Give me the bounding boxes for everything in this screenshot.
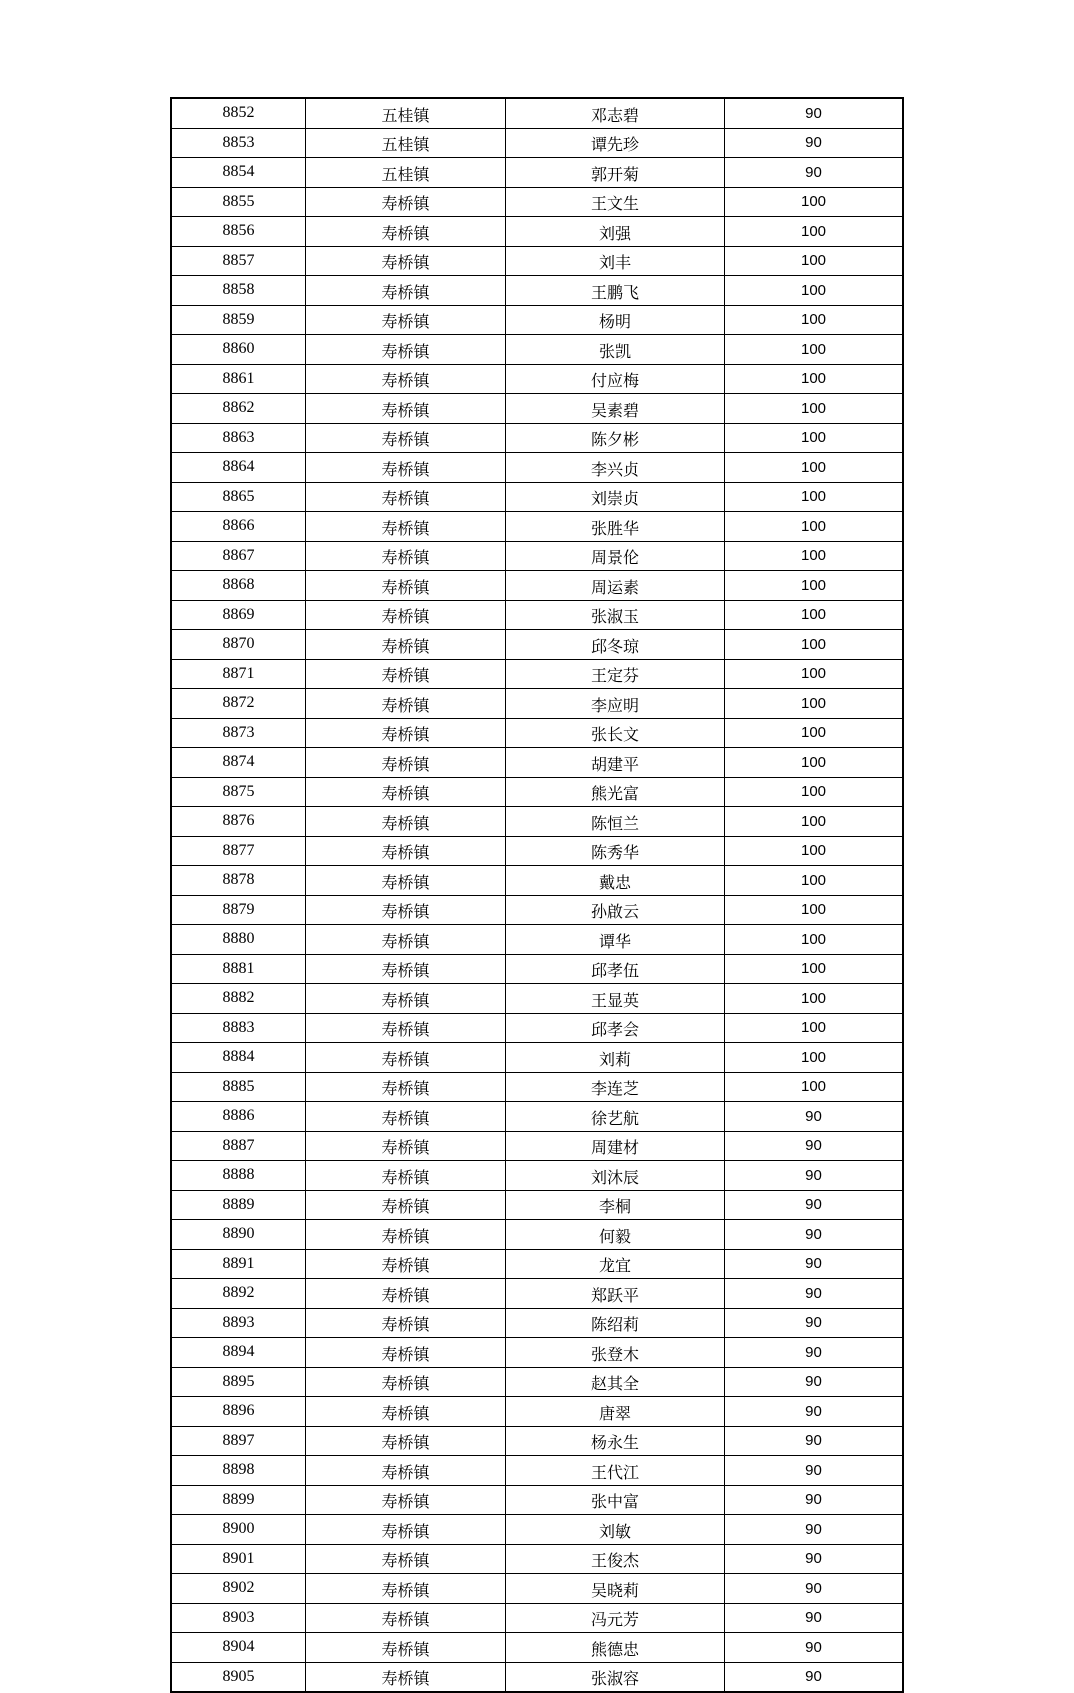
cell-amount: 100 — [725, 246, 904, 276]
cell-serial-number: 8886 — [171, 1102, 306, 1132]
cell-town: 寿桥镇 — [306, 925, 506, 955]
cell-serial-number: 8854 — [171, 158, 306, 188]
cell-town: 寿桥镇 — [306, 335, 506, 365]
cell-amount: 90 — [725, 1367, 904, 1397]
cell-person-name: 刘沐辰 — [506, 1161, 725, 1191]
table-row — [171, 158, 903, 188]
table-row — [171, 954, 903, 984]
cell-amount: 100 — [725, 1072, 904, 1102]
cell-amount: 90 — [725, 1515, 904, 1545]
cell-serial-number: 8856 — [171, 217, 306, 247]
cell-serial-number: 8876 — [171, 807, 306, 837]
cell-serial-number: 8903 — [171, 1603, 306, 1633]
table-row — [171, 600, 903, 630]
cell-serial-number: 8873 — [171, 718, 306, 748]
table-row — [171, 1367, 903, 1397]
cell-person-name: 吴晓莉 — [506, 1574, 725, 1604]
cell-person-name: 陈绍莉 — [506, 1308, 725, 1338]
cell-serial-number: 8881 — [171, 954, 306, 984]
cell-amount: 100 — [725, 895, 904, 925]
cell-person-name: 邱孝会 — [506, 1013, 725, 1043]
cell-person-name: 王代江 — [506, 1456, 725, 1486]
cell-amount: 100 — [725, 630, 904, 660]
cell-amount: 90 — [725, 1161, 904, 1191]
cell-amount: 100 — [725, 482, 904, 512]
cell-person-name: 冯元芳 — [506, 1603, 725, 1633]
cell-town: 寿桥镇 — [306, 836, 506, 866]
table-row — [171, 1249, 903, 1279]
cell-amount: 90 — [725, 1279, 904, 1309]
cell-serial-number: 8875 — [171, 777, 306, 807]
table-row — [171, 1456, 903, 1486]
cell-person-name: 郭开菊 — [506, 158, 725, 188]
cell-person-name: 谭华 — [506, 925, 725, 955]
cell-town: 五桂镇 — [306, 128, 506, 158]
cell-amount: 100 — [725, 748, 904, 778]
cell-town: 寿桥镇 — [306, 1279, 506, 1309]
cell-town: 寿桥镇 — [306, 1013, 506, 1043]
cell-person-name: 陈秀华 — [506, 836, 725, 866]
cell-person-name: 何毅 — [506, 1220, 725, 1250]
cell-person-name: 熊光富 — [506, 777, 725, 807]
cell-amount: 90 — [725, 1426, 904, 1456]
cell-amount: 100 — [725, 659, 904, 689]
table-row — [171, 1338, 903, 1368]
cell-person-name: 邱孝伍 — [506, 954, 725, 984]
cell-person-name: 谭先珍 — [506, 128, 725, 158]
cell-amount: 90 — [725, 1633, 904, 1663]
cell-town: 寿桥镇 — [306, 1220, 506, 1250]
table-row — [171, 1072, 903, 1102]
cell-town: 寿桥镇 — [306, 276, 506, 306]
cell-town: 寿桥镇 — [306, 482, 506, 512]
cell-town: 寿桥镇 — [306, 1102, 506, 1132]
table-row — [171, 1397, 903, 1427]
cell-person-name: 熊德忠 — [506, 1633, 725, 1663]
cell-serial-number: 8897 — [171, 1426, 306, 1456]
cell-person-name: 吴素碧 — [506, 394, 725, 424]
cell-amount: 100 — [725, 305, 904, 335]
cell-amount: 90 — [725, 1131, 904, 1161]
cell-town: 寿桥镇 — [306, 1308, 506, 1338]
cell-town: 寿桥镇 — [306, 1603, 506, 1633]
table-row — [171, 276, 903, 306]
cell-person-name: 郑跃平 — [506, 1279, 725, 1309]
cell-person-name: 李桐 — [506, 1190, 725, 1220]
cell-person-name: 王鹏飞 — [506, 276, 725, 306]
cell-town: 寿桥镇 — [306, 1456, 506, 1486]
cell-amount: 100 — [725, 276, 904, 306]
cell-town: 寿桥镇 — [306, 1072, 506, 1102]
cell-serial-number: 8871 — [171, 659, 306, 689]
cell-amount: 100 — [725, 689, 904, 719]
cell-person-name: 张登木 — [506, 1338, 725, 1368]
cell-person-name: 胡建平 — [506, 748, 725, 778]
table-row — [171, 335, 903, 365]
cell-serial-number: 8869 — [171, 600, 306, 630]
table-row — [171, 1485, 903, 1515]
table-row — [171, 1190, 903, 1220]
cell-amount: 100 — [725, 335, 904, 365]
cell-amount: 100 — [725, 600, 904, 630]
cell-amount: 100 — [725, 718, 904, 748]
data-table — [170, 97, 904, 1693]
cell-amount: 90 — [725, 1190, 904, 1220]
cell-person-name: 陈夕彬 — [506, 423, 725, 453]
cell-town: 寿桥镇 — [306, 777, 506, 807]
cell-person-name: 刘崇贞 — [506, 482, 725, 512]
cell-amount: 90 — [725, 1485, 904, 1515]
cell-town: 寿桥镇 — [306, 1662, 506, 1692]
cell-town: 寿桥镇 — [306, 1190, 506, 1220]
cell-town: 寿桥镇 — [306, 512, 506, 542]
table-row — [171, 512, 903, 542]
cell-serial-number: 8891 — [171, 1249, 306, 1279]
cell-amount: 100 — [725, 984, 904, 1014]
table-row — [171, 1515, 903, 1545]
table-row — [171, 1308, 903, 1338]
table-row — [171, 1279, 903, 1309]
table-row — [171, 659, 903, 689]
cell-serial-number: 8862 — [171, 394, 306, 424]
cell-town: 寿桥镇 — [306, 571, 506, 601]
cell-person-name: 李兴贞 — [506, 453, 725, 483]
cell-amount: 90 — [725, 1102, 904, 1132]
cell-person-name: 龙宜 — [506, 1249, 725, 1279]
table-row — [171, 1662, 903, 1692]
cell-town: 寿桥镇 — [306, 748, 506, 778]
table-row — [171, 364, 903, 394]
cell-person-name: 戴忠 — [506, 866, 725, 896]
table-row — [171, 748, 903, 778]
cell-amount: 90 — [725, 1456, 904, 1486]
table-row — [171, 305, 903, 335]
cell-town: 寿桥镇 — [306, 895, 506, 925]
table-row — [171, 630, 903, 660]
cell-person-name: 李连芝 — [506, 1072, 725, 1102]
table-row — [171, 1013, 903, 1043]
cell-serial-number: 8863 — [171, 423, 306, 453]
table-row — [171, 984, 903, 1014]
cell-person-name: 刘强 — [506, 217, 725, 247]
cell-person-name: 李应明 — [506, 689, 725, 719]
cell-person-name: 邓志碧 — [506, 98, 725, 128]
table-row — [171, 895, 903, 925]
cell-person-name: 张中富 — [506, 1485, 725, 1515]
cell-serial-number: 8901 — [171, 1544, 306, 1574]
cell-town: 寿桥镇 — [306, 1338, 506, 1368]
cell-person-name: 徐艺航 — [506, 1102, 725, 1132]
cell-person-name: 周景伦 — [506, 541, 725, 571]
cell-amount: 100 — [725, 807, 904, 837]
cell-serial-number: 8880 — [171, 925, 306, 955]
cell-town: 寿桥镇 — [306, 1544, 506, 1574]
cell-amount: 100 — [725, 836, 904, 866]
table-row — [171, 718, 903, 748]
cell-town: 寿桥镇 — [306, 246, 506, 276]
cell-amount: 90 — [725, 158, 904, 188]
cell-amount: 100 — [725, 925, 904, 955]
cell-amount: 100 — [725, 512, 904, 542]
cell-town: 寿桥镇 — [306, 1574, 506, 1604]
table-row — [171, 866, 903, 896]
cell-amount: 90 — [725, 1574, 904, 1604]
table-row — [171, 246, 903, 276]
table-row — [171, 1220, 903, 1250]
cell-person-name: 刘敏 — [506, 1515, 725, 1545]
cell-serial-number: 8878 — [171, 866, 306, 896]
cell-serial-number: 8855 — [171, 187, 306, 217]
cell-serial-number: 8868 — [171, 571, 306, 601]
cell-serial-number: 8852 — [171, 98, 306, 128]
cell-amount: 90 — [725, 1249, 904, 1279]
cell-serial-number: 8861 — [171, 364, 306, 394]
cell-person-name: 张淑容 — [506, 1662, 725, 1692]
cell-town: 寿桥镇 — [306, 1249, 506, 1279]
cell-serial-number: 8905 — [171, 1662, 306, 1692]
table-row — [171, 836, 903, 866]
cell-serial-number: 8867 — [171, 541, 306, 571]
cell-amount: 100 — [725, 217, 904, 247]
cell-town: 寿桥镇 — [306, 954, 506, 984]
cell-amount: 90 — [725, 1544, 904, 1574]
cell-town: 寿桥镇 — [306, 1633, 506, 1663]
cell-town: 寿桥镇 — [306, 453, 506, 483]
table-row — [171, 1131, 903, 1161]
cell-serial-number: 8883 — [171, 1013, 306, 1043]
cell-serial-number: 8898 — [171, 1456, 306, 1486]
cell-town: 寿桥镇 — [306, 1397, 506, 1427]
cell-town: 寿桥镇 — [306, 187, 506, 217]
cell-person-name: 杨永生 — [506, 1426, 725, 1456]
cell-town: 寿桥镇 — [306, 600, 506, 630]
cell-serial-number: 8895 — [171, 1367, 306, 1397]
cell-serial-number: 8894 — [171, 1338, 306, 1368]
table-row — [171, 1633, 903, 1663]
cell-town: 寿桥镇 — [306, 807, 506, 837]
table-row — [171, 689, 903, 719]
table-row — [171, 571, 903, 601]
cell-person-name: 赵其全 — [506, 1367, 725, 1397]
cell-amount: 90 — [725, 98, 904, 128]
cell-serial-number: 8872 — [171, 689, 306, 719]
cell-amount: 100 — [725, 423, 904, 453]
table-row — [171, 777, 903, 807]
cell-serial-number: 8890 — [171, 1220, 306, 1250]
cell-serial-number: 8896 — [171, 1397, 306, 1427]
cell-town: 寿桥镇 — [306, 1426, 506, 1456]
table-row — [171, 925, 903, 955]
table-row — [171, 807, 903, 837]
cell-town: 寿桥镇 — [306, 217, 506, 247]
cell-town: 寿桥镇 — [306, 659, 506, 689]
cell-person-name: 张长文 — [506, 718, 725, 748]
cell-serial-number: 8892 — [171, 1279, 306, 1309]
cell-person-name: 周建材 — [506, 1131, 725, 1161]
cell-town: 寿桥镇 — [306, 1043, 506, 1073]
table-row — [171, 1043, 903, 1073]
table-row — [171, 541, 903, 571]
cell-serial-number: 8857 — [171, 246, 306, 276]
cell-person-name: 付应梅 — [506, 364, 725, 394]
cell-town: 寿桥镇 — [306, 689, 506, 719]
cell-town: 寿桥镇 — [306, 1485, 506, 1515]
cell-serial-number: 8893 — [171, 1308, 306, 1338]
cell-person-name: 陈恒兰 — [506, 807, 725, 837]
cell-serial-number: 8904 — [171, 1633, 306, 1663]
table-row — [171, 394, 903, 424]
table-row — [171, 1161, 903, 1191]
table-body — [171, 98, 903, 1692]
cell-amount: 100 — [725, 453, 904, 483]
cell-person-name: 刘丰 — [506, 246, 725, 276]
cell-serial-number: 8885 — [171, 1072, 306, 1102]
cell-town: 寿桥镇 — [306, 364, 506, 394]
cell-serial-number: 8879 — [171, 895, 306, 925]
cell-person-name: 王显英 — [506, 984, 725, 1014]
cell-serial-number: 8899 — [171, 1485, 306, 1515]
cell-amount: 90 — [725, 128, 904, 158]
cell-serial-number: 8853 — [171, 128, 306, 158]
table-row — [171, 217, 903, 247]
cell-amount: 100 — [725, 866, 904, 896]
cell-serial-number: 8887 — [171, 1131, 306, 1161]
cell-serial-number: 8882 — [171, 984, 306, 1014]
cell-town: 寿桥镇 — [306, 1131, 506, 1161]
cell-person-name: 唐翠 — [506, 1397, 725, 1427]
cell-town: 五桂镇 — [306, 98, 506, 128]
cell-amount: 90 — [725, 1397, 904, 1427]
cell-person-name: 周运素 — [506, 571, 725, 601]
cell-serial-number: 8864 — [171, 453, 306, 483]
cell-serial-number: 8858 — [171, 276, 306, 306]
cell-serial-number: 8866 — [171, 512, 306, 542]
cell-amount: 90 — [725, 1662, 904, 1692]
table-row — [171, 187, 903, 217]
cell-person-name: 王定芬 — [506, 659, 725, 689]
cell-town: 寿桥镇 — [306, 718, 506, 748]
cell-serial-number: 8859 — [171, 305, 306, 335]
cell-person-name: 张淑玉 — [506, 600, 725, 630]
cell-serial-number: 8865 — [171, 482, 306, 512]
cell-person-name: 刘莉 — [506, 1043, 725, 1073]
table-row — [171, 453, 903, 483]
cell-serial-number: 8902 — [171, 1574, 306, 1604]
cell-person-name: 邱冬琼 — [506, 630, 725, 660]
cell-serial-number: 8900 — [171, 1515, 306, 1545]
cell-town: 寿桥镇 — [306, 1161, 506, 1191]
cell-serial-number: 8877 — [171, 836, 306, 866]
cell-amount: 90 — [725, 1220, 904, 1250]
table-row — [171, 1574, 903, 1604]
table-row — [171, 1426, 903, 1456]
cell-serial-number: 8889 — [171, 1190, 306, 1220]
cell-amount: 90 — [725, 1338, 904, 1368]
cell-person-name: 张凯 — [506, 335, 725, 365]
cell-amount: 100 — [725, 571, 904, 601]
cell-amount: 90 — [725, 1308, 904, 1338]
table-row — [171, 1544, 903, 1574]
table-row — [171, 1102, 903, 1132]
cell-person-name: 孙啟云 — [506, 895, 725, 925]
table-row — [171, 482, 903, 512]
cell-town: 寿桥镇 — [306, 305, 506, 335]
cell-town: 寿桥镇 — [306, 541, 506, 571]
cell-amount: 100 — [725, 187, 904, 217]
cell-serial-number: 8874 — [171, 748, 306, 778]
cell-town: 寿桥镇 — [306, 1515, 506, 1545]
cell-person-name: 王俊杰 — [506, 1544, 725, 1574]
cell-person-name: 王文生 — [506, 187, 725, 217]
cell-town: 寿桥镇 — [306, 394, 506, 424]
cell-town: 寿桥镇 — [306, 423, 506, 453]
cell-town: 寿桥镇 — [306, 630, 506, 660]
table-row — [171, 1603, 903, 1633]
cell-amount: 100 — [725, 954, 904, 984]
table-row — [171, 128, 903, 158]
cell-person-name: 张胜华 — [506, 512, 725, 542]
cell-serial-number: 8884 — [171, 1043, 306, 1073]
cell-amount: 100 — [725, 394, 904, 424]
cell-amount: 100 — [725, 777, 904, 807]
cell-amount: 100 — [725, 541, 904, 571]
cell-amount: 90 — [725, 1603, 904, 1633]
table-row — [171, 423, 903, 453]
cell-amount: 100 — [725, 364, 904, 394]
table-row — [171, 98, 903, 128]
cell-serial-number: 8888 — [171, 1161, 306, 1191]
cell-amount: 100 — [725, 1013, 904, 1043]
cell-amount: 100 — [725, 1043, 904, 1073]
cell-town: 寿桥镇 — [306, 866, 506, 896]
cell-town: 寿桥镇 — [306, 984, 506, 1014]
cell-town: 寿桥镇 — [306, 1367, 506, 1397]
cell-serial-number: 8870 — [171, 630, 306, 660]
cell-town: 五桂镇 — [306, 158, 506, 188]
cell-person-name: 杨明 — [506, 305, 725, 335]
cell-serial-number: 8860 — [171, 335, 306, 365]
